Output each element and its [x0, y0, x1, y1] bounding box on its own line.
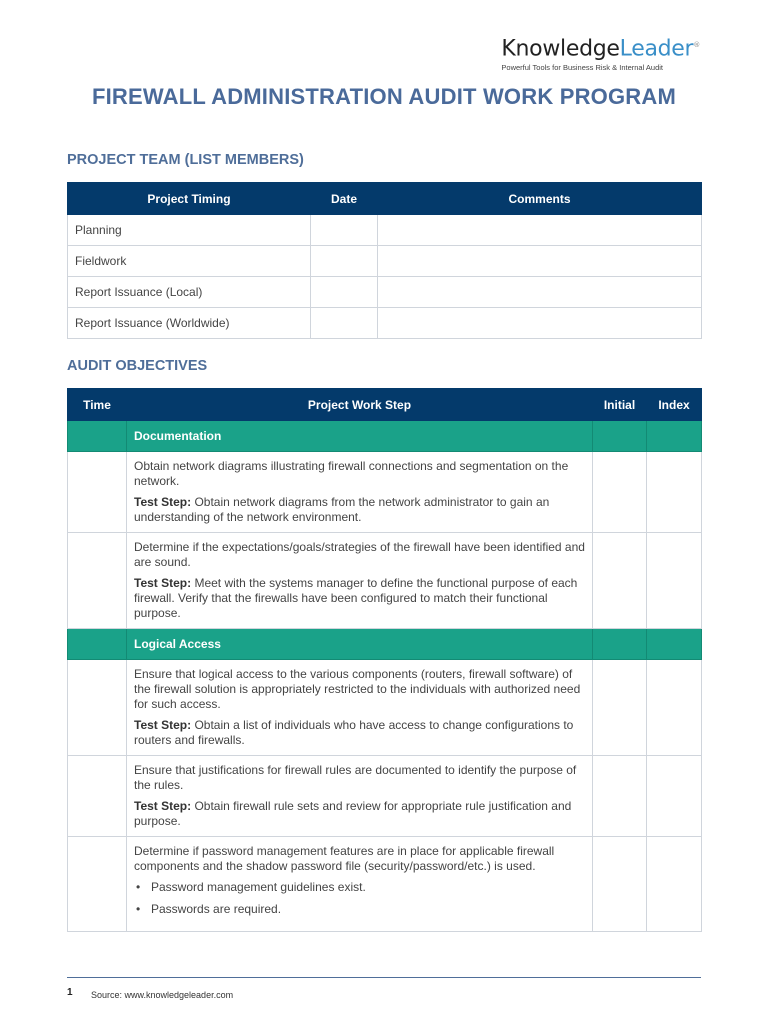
time-cell[interactable] [68, 837, 127, 932]
logo-tagline: Powerful Tools for Business Risk & Internal Audit [501, 63, 664, 73]
column-header-comments: Comments [378, 183, 702, 215]
logo-word-leader: Leader [619, 36, 694, 62]
timing-cell: Fieldwork [68, 246, 311, 277]
audit-objectives-table [67, 388, 702, 932]
time-cell[interactable] [68, 756, 127, 837]
section-row-logical-access [68, 629, 702, 660]
test-step-text: Obtain network diagrams from the network administrator to gain an understanding of the network environment. [134, 495, 550, 524]
bullet-text: Password management guidelines exist. [151, 880, 366, 894]
page-number: 1 [67, 987, 73, 998]
time-cell[interactable] [68, 660, 127, 756]
list-item [134, 902, 585, 917]
section-initial-cell [593, 629, 647, 660]
index-cell[interactable] [647, 837, 702, 932]
comments-cell[interactable] [378, 215, 702, 246]
footer-divider [67, 977, 701, 978]
document-title: FIREWALL ADMINISTRATION AUDIT WORK PROGRAM [91, 84, 677, 109]
initial-cell[interactable] [593, 756, 647, 837]
table-row [68, 215, 702, 246]
work-step-row [68, 660, 702, 756]
bullet-icon: • [136, 880, 141, 894]
objective-text: Ensure that logical access to the various components (routers, firewall software) of the firewall solution is appropriately restricted to the individuals with authorized need for such access. [134, 667, 581, 711]
bullet-text: Passwords are required. [151, 902, 282, 916]
bullet-icon: • [136, 902, 141, 916]
date-cell[interactable] [311, 308, 378, 339]
audit-objectives-heading: AUDIT OBJECTIVES [67, 358, 208, 374]
work-step-row [68, 452, 702, 533]
column-header-date: Date [311, 183, 378, 215]
initial-cell[interactable] [593, 533, 647, 629]
comments-cell[interactable] [378, 277, 702, 308]
test-step-text: Obtain firewall rule sets and review for appropriate rule justification and purpose. [134, 799, 572, 828]
objective-text: Ensure that justifications for firewall rules are documented to identify the purpose of the rules. [134, 763, 577, 792]
table-row [68, 277, 702, 308]
test-step [134, 718, 585, 748]
work-step-row [68, 837, 702, 932]
column-header-time: Time [68, 389, 127, 421]
section-time-cell [68, 629, 127, 660]
comments-cell[interactable] [378, 246, 702, 277]
initial-cell[interactable] [593, 660, 647, 756]
section-time-cell [68, 421, 127, 452]
work-step-row [68, 533, 702, 629]
table-header-row [68, 183, 702, 215]
timing-cell: Report Issuance (Worldwide) [68, 308, 311, 339]
comments-cell[interactable] [378, 308, 702, 339]
logo-word-knowledge: Knowledge [501, 36, 620, 62]
initial-cell[interactable] [593, 837, 647, 932]
column-header-index: Index [647, 389, 702, 421]
work-step-cell [127, 533, 593, 629]
section-initial-cell [593, 421, 647, 452]
section-index-cell [647, 421, 702, 452]
work-step-cell [127, 660, 593, 756]
logo-trademark: ® [693, 41, 700, 49]
test-step [134, 495, 585, 525]
test-step [134, 576, 585, 621]
section-title: Logical Access [127, 629, 593, 660]
logo-wordmark [501, 32, 700, 62]
section-index-cell [647, 629, 702, 660]
section-row-documentation [68, 421, 702, 452]
table-row [68, 246, 702, 277]
knowledgeleader-logo [501, 32, 700, 72]
date-cell[interactable] [311, 215, 378, 246]
work-step-cell [127, 756, 593, 837]
work-step-cell [127, 452, 593, 533]
bullet-list [134, 880, 585, 917]
index-cell[interactable] [647, 452, 702, 533]
objective-text: Obtain network diagrams illustrating firewall connections and segmentation on the network. [134, 459, 569, 488]
date-cell[interactable] [311, 277, 378, 308]
time-cell[interactable] [68, 452, 127, 533]
table-row [68, 308, 702, 339]
test-step [134, 799, 585, 829]
test-step-label: Test Step: [134, 495, 192, 509]
project-timing-table [67, 182, 702, 339]
initial-cell[interactable] [593, 452, 647, 533]
column-header-project-work-step: Project Work Step [127, 389, 593, 421]
source-note: Source: www.knowledgeleader.com [91, 990, 234, 1000]
column-header-initial: Initial [593, 389, 647, 421]
test-step-label: Test Step: [134, 799, 192, 813]
test-step-text: Meet with the systems manager to define the functional purpose of each firewall. Verify that the firewalls have been configured to match their functional purpose. [134, 576, 578, 620]
time-cell[interactable] [68, 533, 127, 629]
test-step-label: Test Step: [134, 576, 192, 590]
test-step-label: Test Step: [134, 718, 192, 732]
timing-cell: Report Issuance (Local) [68, 277, 311, 308]
objective-text: Determine if password management features are in place for applicable firewall components and the shadow password file (security/password/etc.) is used. [134, 844, 555, 873]
date-cell[interactable] [311, 246, 378, 277]
index-cell[interactable] [647, 533, 702, 629]
index-cell[interactable] [647, 660, 702, 756]
project-team-heading: PROJECT TEAM (LIST MEMBERS) [67, 152, 304, 168]
index-cell[interactable] [647, 756, 702, 837]
objective-text: Determine if the expectations/goals/strategies of the firewall have been identified and are sound. [134, 540, 585, 569]
timing-cell: Planning [68, 215, 311, 246]
section-title: Documentation [127, 421, 593, 452]
test-step-text: Obtain a list of individuals who have access to change configurations to routers and firewalls. [134, 718, 574, 747]
list-item [134, 880, 585, 895]
work-step-row [68, 756, 702, 837]
work-step-cell [127, 837, 593, 932]
column-header-project-timing: Project Timing [68, 183, 311, 215]
table-header-row [68, 389, 702, 421]
